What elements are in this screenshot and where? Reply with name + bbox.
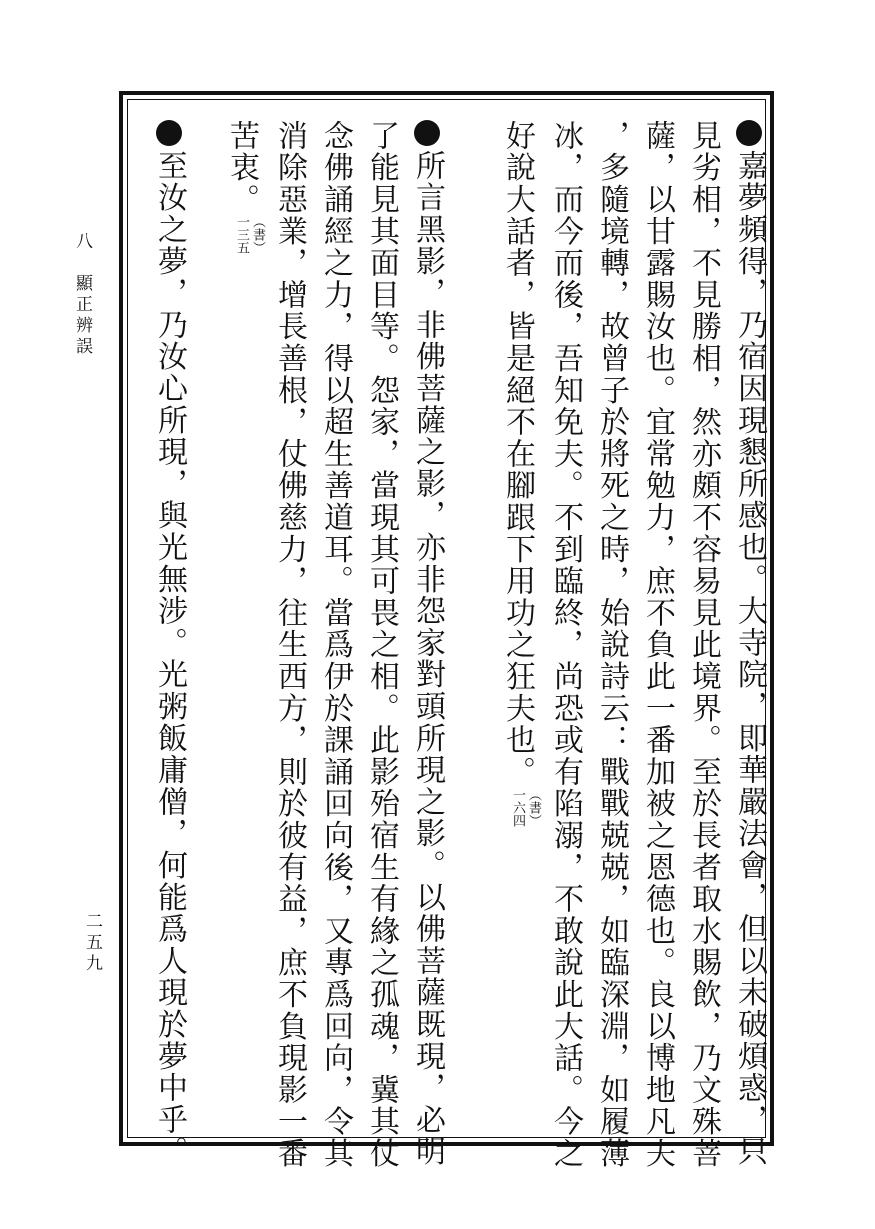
paragraph-bullet [414, 120, 440, 146]
chapter-label: 八 顯正辨誤 [72, 232, 92, 358]
text-column: 至汝之夢，乃汝心所現，與光無涉。光粥飯庸僧，何能爲人現於夢中乎。 [147, 120, 191, 1168]
text-column: 苦衷。 （書） 一三五 [224, 120, 265, 255]
source-note: （書） 一三五 [234, 215, 265, 255]
text-column: 薩，以甘露賜汝也。宜常勉力，庶不負此一番加被之恩德也。良以博地凡夫 [640, 120, 675, 1170]
source-note: （書） 一六四 [510, 787, 541, 827]
text-column: 所言黑影，非佛菩薩之影，亦非怨家對頭所現之影。以佛菩薩既現，必明 [405, 120, 449, 1168]
paragraph-bullet [156, 120, 182, 146]
text-column: 嘉夢頻得，乃宿因現懇所感也。大寺院，即華嚴法會，但以未破煩惑，只 [727, 120, 771, 1168]
page-number: 二五九 [82, 912, 102, 975]
text-column: ，多隨境轉，故曾子於將死之時，始說詩云：戰戰兢兢，如臨深淵，如履薄 [594, 120, 629, 1170]
paragraph-bullet [736, 120, 762, 146]
text-column: 念佛誦經之力，得以超生善道耳。當爲伊於課誦回向後，又專爲回向，令其 [318, 120, 353, 1170]
text-column: 了能見其面目等。怨家，當現其可畏之相。此影殆宿生有緣之孤魂，冀其仗 [364, 120, 399, 1170]
text-column: 好說大話者，皆是絕不在腳跟下用功之狂夫也。 （書） 一六四 [500, 120, 541, 827]
text-column: 見劣相，不見勝相，然亦頗不容易見此境界。至於長者取水賜飲，乃文殊菩 [686, 120, 721, 1170]
text-column: 冰，而今而後，吾知免夫。不到臨終，尚恐或有陷溺，不敢說此大話。今之 [548, 120, 583, 1170]
text-column: 消除惡業，增長善根，仗佛慈力，往生西方，則於彼有益，庶不負現影一番 [272, 120, 307, 1170]
